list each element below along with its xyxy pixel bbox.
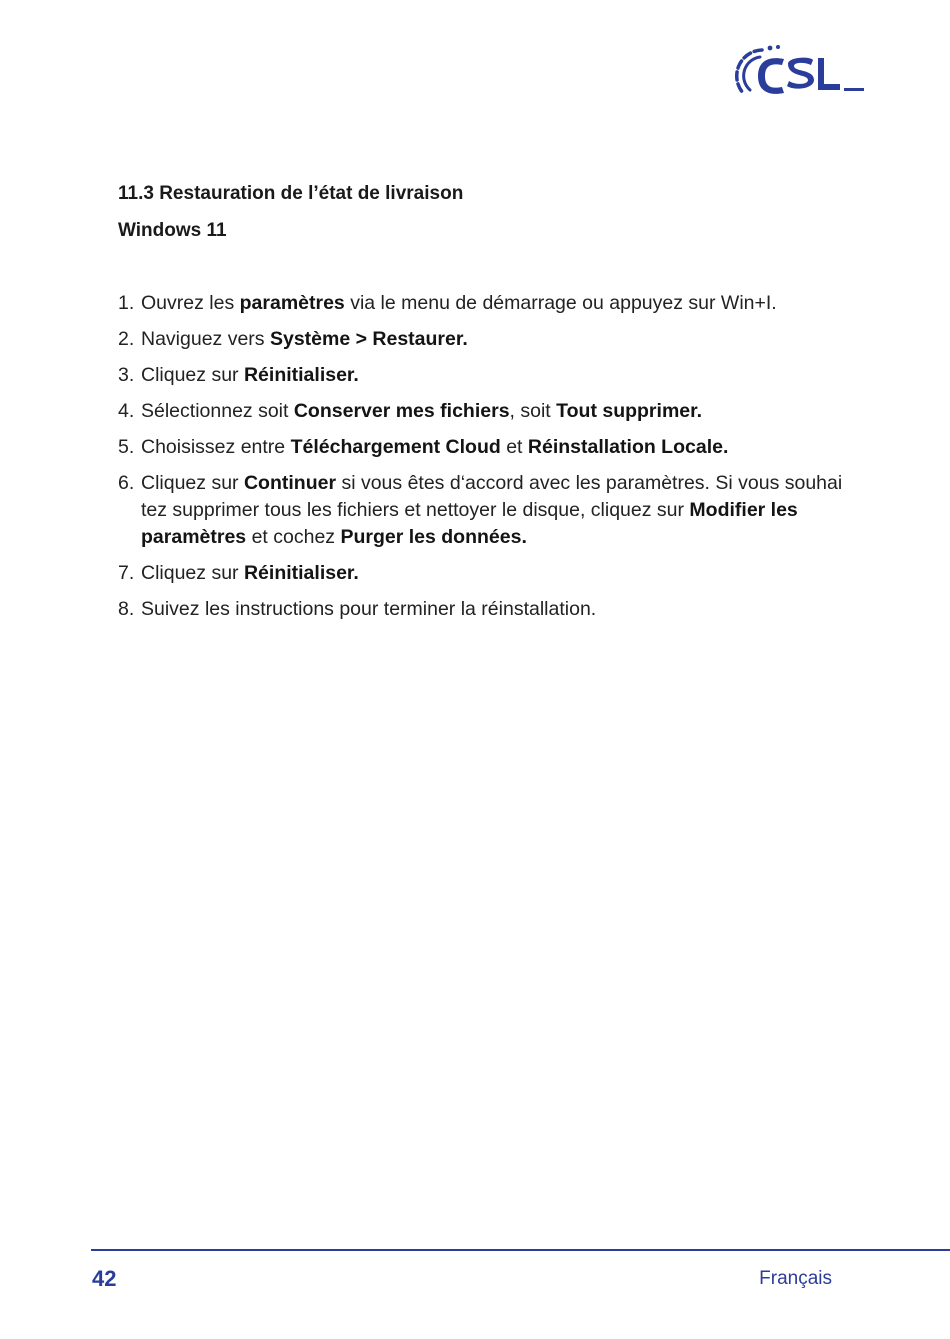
step-text-run: et cochez	[246, 526, 341, 548]
step-text-run: Cliquez sur	[141, 472, 244, 494]
step-text	[141, 434, 863, 461]
step-text-run: Choisissez entre	[141, 436, 291, 458]
step-number: 8.	[118, 598, 135, 620]
step-item	[118, 596, 863, 623]
step-text	[141, 362, 863, 389]
section-subtitle: Windows 11	[118, 220, 227, 241]
step-emphasis: Système > Restaurer.	[269, 328, 468, 350]
step-number: 1.	[118, 292, 135, 314]
section-title: 11.3 Restauration de l’état de livraison	[118, 183, 464, 204]
step-text	[141, 290, 863, 317]
step-emphasis: Réinitialiser.	[243, 562, 359, 584]
csl-logo	[732, 42, 868, 110]
step-text-run: via le menu de démarrage ou appuyez sur Win+I.	[344, 292, 777, 314]
step-text-run: Suivez les instructions pour terminer la réinstallation.	[141, 598, 597, 620]
footer-divider	[91, 1249, 950, 1251]
step-item	[118, 326, 863, 353]
step-text-run: Ouvrez les	[141, 292, 240, 314]
step-number: 2.	[118, 328, 135, 350]
step-text-run: Naviguez vers	[141, 328, 270, 350]
step-item	[118, 290, 863, 317]
step-number: 5.	[118, 436, 135, 458]
step-item	[118, 470, 863, 551]
step-emphasis: paramètres	[239, 292, 345, 314]
step-text	[141, 560, 863, 587]
step-item	[118, 560, 863, 587]
step-emphasis: Continuer	[243, 472, 337, 494]
step-emphasis: Modifier les paramètres	[141, 499, 798, 548]
step-emphasis: Réinstallation Locale.	[527, 436, 729, 458]
step-emphasis: Conserver mes fichiers	[293, 400, 510, 422]
step-text	[141, 596, 863, 623]
steps-list	[118, 290, 863, 632]
step-number: 6.	[118, 472, 135, 494]
footer-language: Français	[759, 1268, 832, 1289]
step-text-run: Cliquez sur	[141, 364, 244, 386]
step-text	[141, 470, 863, 551]
step-text-run: si vous êtes d‘accord avec les paramètres. Si vous souhai tez supprimer tous les fichiers et nettoyer le disque, cliquez sur	[141, 472, 843, 521]
step-text-run: Cliquez sur	[141, 562, 244, 584]
step-emphasis: Réinitialiser.	[243, 364, 359, 386]
step-text-run: Sélectionnez soit	[141, 400, 294, 422]
step-item	[118, 362, 863, 389]
page-number: 42	[92, 1266, 117, 1291]
step-item	[118, 398, 863, 425]
step-item	[118, 434, 863, 461]
step-number: 3.	[118, 364, 135, 386]
step-number: 7.	[118, 562, 135, 584]
step-text	[141, 326, 863, 353]
step-text-run: et	[500, 436, 528, 458]
step-emphasis: Téléchargement Cloud	[290, 436, 501, 458]
step-emphasis: Purger les données.	[340, 526, 527, 548]
step-emphasis: Tout supprimer.	[556, 400, 703, 422]
step-text-run: , soit	[509, 400, 557, 422]
step-text	[141, 398, 863, 425]
step-number: 4.	[118, 400, 135, 422]
